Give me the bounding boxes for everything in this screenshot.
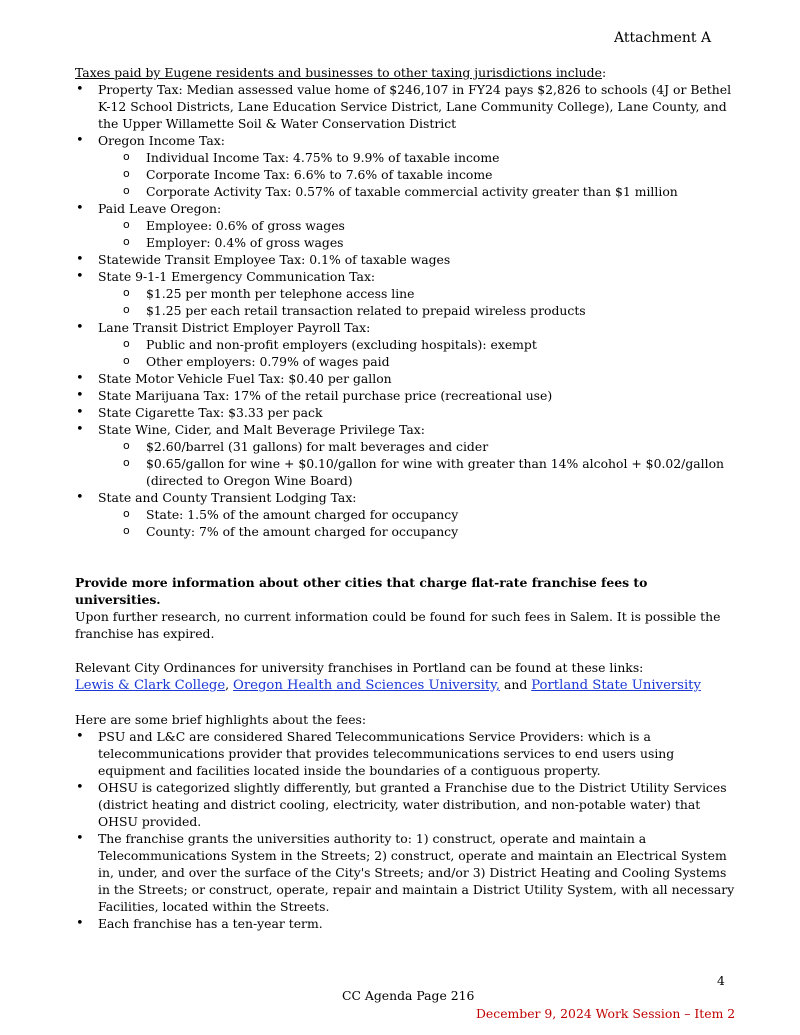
tax-item-text: • State 9-1-1 Emergency Communication Tax: [98, 269, 376, 284]
link-psu[interactable]: Portland State University [531, 678, 701, 693]
tax-subitem: o Corporate Income Tax: 6.6% to 7.6% of taxable income [75, 166, 735, 183]
link-separator: , [225, 677, 234, 692]
section-heading: Provide more information about other cities that charge flat-rate franchise fees to universities. [75, 575, 648, 607]
tax-sublist [75, 285, 735, 319]
highlights-intro: Here are some brief highlights about the fees: [75, 712, 367, 727]
tax-subitem: o Public and non-profit employers (excluding hospitals): exempt [75, 336, 735, 353]
tax-item-text: Statewide Transit Employee Tax: 0.1% of taxable wages [98, 252, 451, 267]
tax-item [75, 404, 735, 421]
tax-item-text: Property Tax: Median assessed value home of $246,107 in FY24 pays $2,826 to schools (4J or Bethel K-12 School Districts, Lane Education Service District, Lane Community College), Lane County, and the Upper Willamette Soil & Water Conservation District [98, 82, 732, 131]
attachment-label: Attachment A [614, 30, 712, 46]
tax-subitem: o Individual Income Tax: 4.75% to 9.9% of taxable income [75, 149, 735, 166]
tax-item [75, 251, 735, 268]
tax-item-text: State Cigarette Tax: $3.33 per pack [98, 405, 323, 420]
highlight-item: • Each franchise has a ten-year term. [75, 915, 735, 932]
tax-subitem: o $1.25 per month per telephone access line [75, 285, 735, 302]
tax-subitem: o County: 7% of the amount charged for occupancy [75, 523, 735, 540]
tax-item [75, 421, 735, 489]
tax-item-text: • Paid Leave Oregon: [98, 201, 222, 216]
tax-item [75, 489, 735, 540]
tax-item-text: • Oregon Income Tax: [98, 133, 225, 148]
ordinance-links [75, 676, 735, 694]
tax-item [75, 387, 735, 404]
page-content [75, 64, 735, 932]
tax-item-text: • Lane Transit District Employer Payroll Tax: [98, 320, 371, 335]
tax-subitem: o Employer: 0.4% of gross wages [75, 234, 735, 251]
link-separator: and [500, 677, 532, 692]
tax-subitem: o Other employers: 0.79% of wages paid [75, 353, 735, 370]
highlight-item: • The franchise grants the universities authority to: 1) construct, operate and maintain a Telecommunications System in the Streets; 2) construct, operate and maintain an Electrical System in, under, and over the surface of the City's Streets; and/or 3) District Heating and Cooling Systems in the Streets; or construct, operate, repair and maintain a District Utility System, with all necessary Facilities, located within the Streets. [75, 830, 735, 915]
tax-sublist [75, 149, 735, 200]
taxes-intro-text: Taxes paid by Eugene residents and businesses to other taxing jurisdictions include [75, 65, 602, 80]
tax-subitem: o State: 1.5% of the amount charged for occupancy [75, 506, 735, 523]
tax-item-text: • State and County Transient Lodging Tax: [98, 490, 357, 505]
tax-sublist [75, 506, 735, 540]
tax-item [75, 268, 735, 319]
tax-item [75, 132, 735, 200]
taxes-intro [75, 64, 735, 81]
tax-item [75, 370, 735, 387]
tax-subitem: o Corporate Activity Tax: 0.57% of taxable commercial activity greater than $1 million [75, 183, 735, 200]
agenda-page: CC Agenda Page 216 [342, 988, 475, 1003]
tax-item-text: State Marijuana Tax: 17% of the retail purchase price (recreational use) [98, 388, 553, 403]
link-ohsu[interactable]: Oregon Health and Sciences University, [233, 678, 501, 693]
tax-item [75, 200, 735, 251]
taxes-intro-colon: : [601, 65, 607, 80]
tax-subitem: o $1.25 per each retail transaction related to prepaid wireless products [75, 302, 735, 319]
ordinances-paragraph: Relevant City Ordinances for university franchises in Portland can be found at these links: [75, 660, 644, 675]
highlights-list [75, 728, 735, 932]
tax-item [75, 81, 735, 132]
work-session-label: December 9, 2024 Work Session – Item 2 [476, 1006, 736, 1021]
highlight-item: • OHSU is categorized slightly differently, but granted a Franchise due to the District Utility Services (district heating and district cooling, electricity, water distribution, and non-potable water) that OHSU provided. [75, 779, 735, 830]
tax-item-text: • State Wine, Cider, and Malt Beverage Privilege Tax: [98, 422, 425, 437]
tax-subitem: o $0.65/gallon for wine + $0.10/gallon for wine with greater than 14% alcohol + $0.02/gallon (directed to Oregon Wine Board) [75, 455, 735, 489]
highlight-item: • PSU and L&C are considered Shared Telecommunications Service Providers: which is a telecommunications provider that provides telecommunications services to end users using equipment and facilities located inside the boundaries of a contiguous property. [75, 728, 735, 779]
tax-sublist [75, 438, 735, 489]
tax-list [75, 81, 735, 540]
tax-item [75, 319, 735, 370]
tax-sublist [75, 217, 735, 251]
tax-item-text: State Motor Vehicle Fuel Tax: $0.40 per gallon [98, 371, 392, 386]
salem-paragraph: Upon further research, no current information could be found for such fees in Salem. It is possible the franchise has expired. [75, 609, 721, 641]
page-number: 4 [717, 973, 725, 988]
link-lewis-clark[interactable]: Lewis & Clark College [75, 678, 226, 693]
tax-subitem: o $2.60/barrel (31 gallons) for malt beverages and cider [75, 438, 735, 455]
tax-subitem: o Employee: 0.6% of gross wages [75, 217, 735, 234]
tax-sublist [75, 336, 735, 370]
